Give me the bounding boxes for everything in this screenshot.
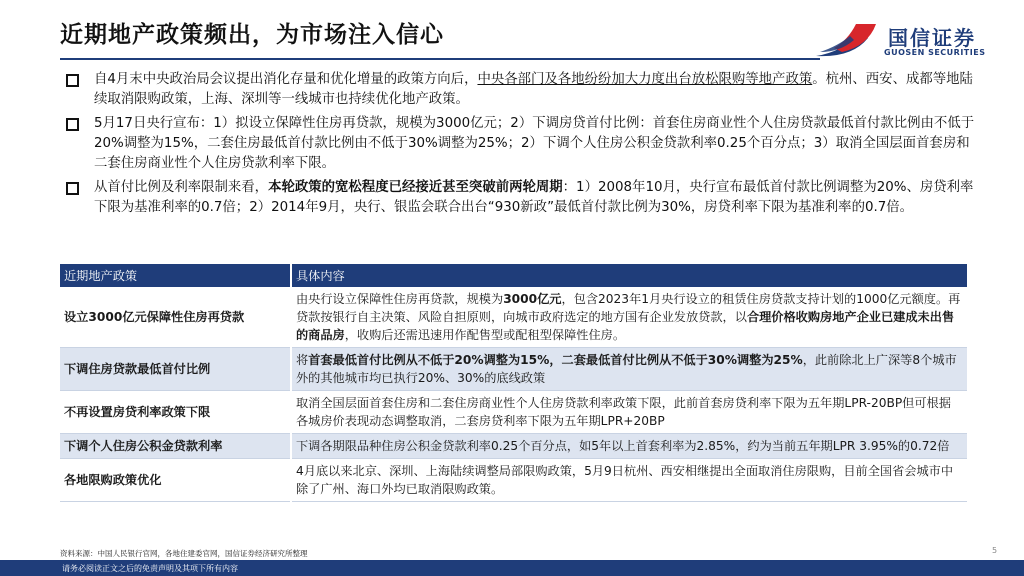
bullet-text: 自4月末中央政治局会议提出消化存量和优化增量的政策方向后， — [94, 72, 478, 87]
table-row — [60, 287, 967, 348]
title-divider — [60, 58, 820, 60]
bullet-item — [60, 178, 975, 218]
policy-content-cell: 取消全国层面首套住房和二套住房商业性个人住房贷款利率政策下限，此前首套房贷利率下限为五年期LPR-20BP但可根据各城房价表现动态调整取消，二套房贷利率下限为五年期LPR+20BP — [291, 391, 967, 434]
table-row — [60, 459, 967, 502]
bullet-item — [60, 70, 975, 110]
logo-text-en: GUOSEN SECURITIES — [884, 48, 986, 57]
policy-content-cell: 由央行设立保障性住房再贷款，规模为3000亿元，包含2023年1月央行设立的租赁住房贷款支持计划的1000亿元额度。再贷款按银行自主决策、风险自担原则，向城市政府选定的地方国有企业发放贷款，以合理价格收购房地产企业已建成未出售的商品房，收购后还需迅速用作配售型或配租型保障性住房。 — [291, 287, 967, 348]
table-header-content: 具体内容 — [291, 264, 967, 287]
bullet-item — [60, 114, 975, 174]
policy-name-cell: 下调个人住房公积金贷款利率 — [60, 434, 291, 459]
logo-text-cn: 国信证券 — [888, 26, 976, 50]
source-note: 资料来源：中国人民银行官网，各地住建委官网，国信证券经济研究所整理 — [60, 549, 308, 558]
guosen-logo-icon — [812, 18, 882, 62]
bullet-text: ：1）2008年10月，央行宣布最低首付款比例调整为20%、房贷利率下限为基准利率的0.7倍；2）2014年9月，央行、银监会联合出台“930新政”最低首付款比例为30%，房贷利率下限为基准利率的0.7倍。 — [94, 180, 974, 215]
bullet-underlined-text: 中央各部门及各地纷纷加大力度出台放松限购等地产政策 — [477, 72, 813, 87]
policy-content-cell: 4月底以来北京、深圳、上海陆续调整局部限购政策，5月9日杭州、西安相继提出全面取消住房限购，目前全国省会城市中除了广州、海口外均已取消限购政策。 — [291, 459, 967, 502]
company-logo — [812, 18, 1012, 62]
policy-name-cell: 不再设置房贷利率政策下限 — [60, 391, 291, 434]
bullet-text: 从首付比例及利率限制来看， — [94, 180, 269, 195]
bullet-list — [60, 70, 975, 222]
square-bullet-icon — [66, 74, 79, 87]
disclaimer-text: 请务必阅读正文之后的免责声明及其项下所有内容 — [62, 564, 238, 573]
policy-content-cell: 下调各期限品种住房公积金贷款利率0.25个百分点，如5年以上首套利率为2.85%，约为当前五年期LPR 3.95%的0.72倍 — [291, 434, 967, 459]
page-number: 5 — [992, 546, 998, 555]
policy-name-cell: 下调住房贷款最低首付比例 — [60, 348, 291, 391]
square-bullet-icon — [66, 182, 79, 195]
table-row — [60, 348, 967, 391]
bullet-bold-text: 本轮政策的宽松程度已经接近甚至突破前两轮周期 — [268, 180, 563, 195]
table-row — [60, 434, 967, 459]
policy-content-cell: 将首套最低首付比例从不低于20%调整为15%，二套最低首付比例从不低于30%调整为25%，此前除北上广深等8个城市外的其他城市均已执行20%、30%的底线政策 — [291, 348, 967, 391]
policy-table — [60, 264, 967, 502]
bullet-text: 5月17日央行宣布：1）拟设立保障性住房再贷款，规模为3000亿元；2）下调房贷首付比例：首套住房商业性个人住房贷款最低首付款比例由不低于20%调整为15%，二套住房最低首付款比例由不低于30%调整为25%；2）下调个人住房公积金贷款利率0.25个百分点；3）取消全国层面首套房和二套住房商业性个人住房贷款利率下限。 — [94, 116, 975, 171]
policy-name-cell: 设立3000亿元保障性住房再贷款 — [60, 287, 291, 348]
table-header-policy: 近期地产政策 — [60, 264, 291, 287]
policy-name-cell: 各地限购政策优化 — [60, 459, 291, 502]
page-title: 近期地产政策频出，为市场注入信心 — [60, 22, 444, 48]
square-bullet-icon — [66, 118, 79, 131]
table-row — [60, 391, 967, 434]
bullet-text: 。杭州、西安、成都等地陆续取消限购政策，上海、深圳等一线城市也持续优化地产政策。 — [94, 72, 973, 107]
table-header-row — [60, 264, 967, 287]
